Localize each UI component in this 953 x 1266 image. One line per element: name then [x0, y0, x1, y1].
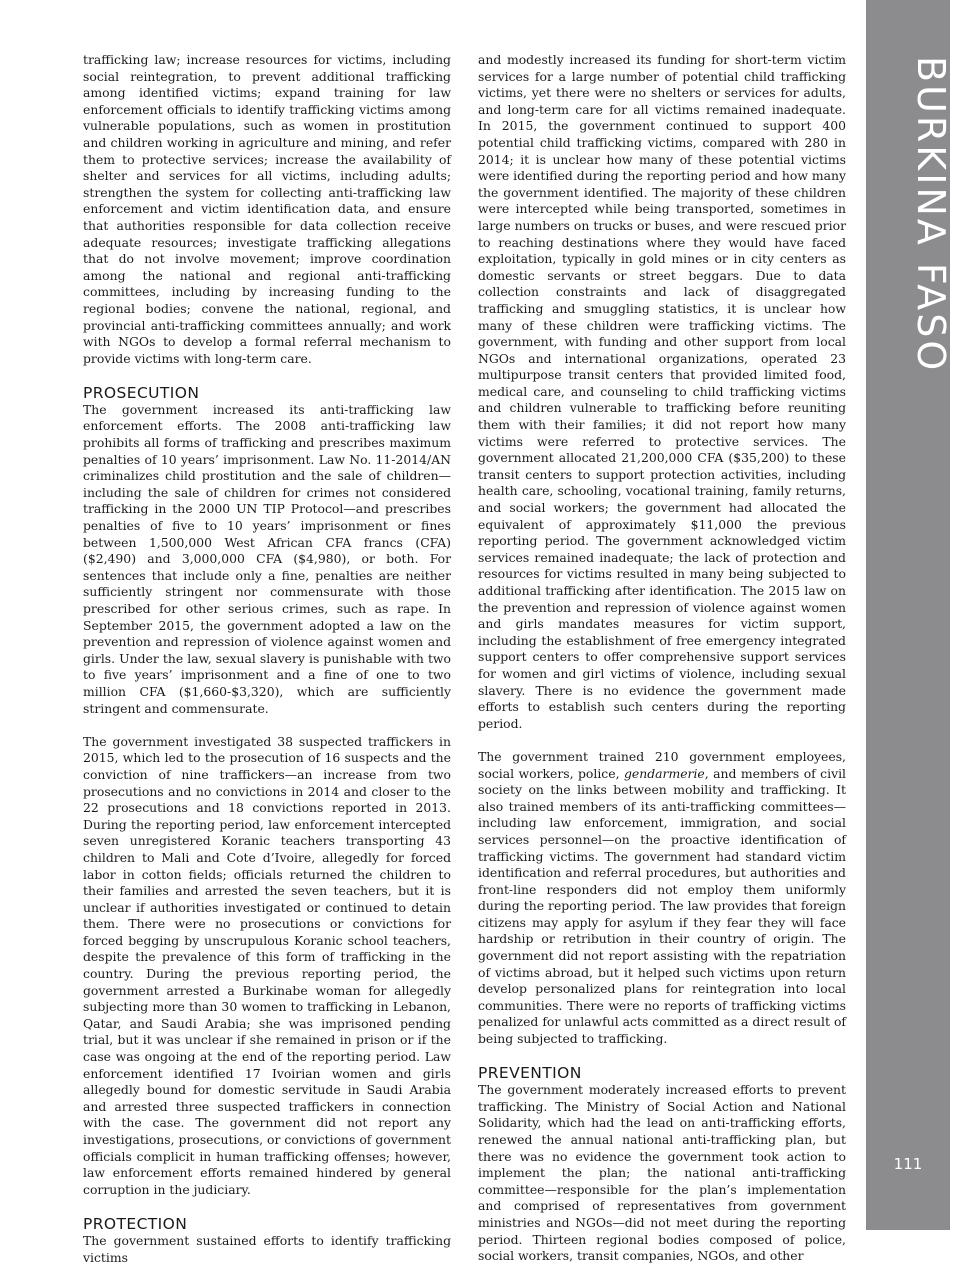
page-number: 111: [893, 1155, 923, 1173]
prevention-heading: PREVENTION: [478, 1064, 582, 1083]
protection-paragraph-1-continued: and modestly increased its funding for short-term victim services for a large number of potential child trafficking victims, yet there were no shelters or services for adults, and long-term care for all victims remained inadequate. In 2015, the government continued to support 400 potential child trafficking victims, compared with 280 in 2014; it is unclear how many of these potential victims were identified during the reporting period and how many the government identified. The majority of these children were intercepted while being transported, sometimes in large numbers on trucks or buses, and were rescued prior to reaching destinations where they would have faced exploitation, typically in gold mines or in city centers as domestic servants or street beggars. Due to data collection constraints and lack of disaggregated trafficking and smuggling statistics, it is unclear how many of these children were trafficking victims. The government, with funding and other support from local NGOs and international organizations, operated 23 multipurpose transit centers that provided limited food, medical care, and counseling to child trafficking victims and children vulnerable to trafficking before reuniting them with their families; it did not report how many victims were referred to protective services. The government allocated 21,200,000 CFA ($35,200) to these transit centers to support protection activities, including health care, schooling, vocational training, family returns, and social workers; the government had allocated the equivalent of approximately $11,000 the previous reporting period. The government acknowledged victim services remained inadequate; the lack of protection and resources for victims resulted in many being subjected to additional trafficking after identification. The 2015 law on the prevention and repression of violence against women and girls mandates measures for victim support, including the establishment of free emergency integrated support centers to offer comprehensive support services for women and girl victims of violence, including sexual slavery. There is no evidence the government made efforts to establish such centers during the reporting period.: [478, 52, 846, 731]
prosecution-paragraph-1: The government increased its anti-trafficking law enforcement efforts. The 2008 anti-trafficking law prohibits all forms of trafficking and prescribes maximum penalties of 10 years’ imprisonment. Law No. 11-2014/AN criminalizes child prostitution and the sale of children—including the sale of children for crimes not considered trafficking in the 2000 UN TIP Protocol—and prescribes penalties of five to 10 years’ imprisonment or fines between 1,500,000 West African CFA francs (CFA) ($2,490) and 3,000,000 CFA ($4,980), or both. For sentences that include only a fine, penalties are neither sufficiently stringent nor commensurate with those prescribed for other serious crimes, such as rape. In September 2015, the government adopted a law on the prevention and repression of violence against women and girls. Under the law, sexual slavery is punishable with two to five years’ imprisonment and a fine of one to two million CFA ($1,660-$3,320), which are sufficiently stringent and commensurate.: [83, 401, 451, 716]
protection-heading: PROTECTION: [83, 1214, 188, 1233]
gendarmerie-term: gendarmerie: [623, 765, 705, 781]
protection-p2-text-before: The government trained 210 government employees, social workers, police,: [478, 748, 846, 781]
prosecution-heading: PROSECUTION: [83, 383, 200, 402]
right-column: [478, 52, 846, 1265]
country-label: BURKINA FASO: [909, 56, 953, 374]
protection-p2-text-after: , and members of civil society on the links between mobility and trafficking. It also trained members of its anti-trafficking committees—including law enforcement, immigration, and social services personnel—on the proactive identification of trafficking victims. The government had standard victim identification and referral procedures, but authorities and front-line responders did not employ them uniformly during the reporting period. The law provides that foreign citizens may apply for asylum if they fear they will face hardship or retribution in their country of origin. The government did not report assisting with the repatriation of victims abroad, but it helped such victims upon return develop personalized plans for reintegration into local communities. There were no reports of trafficking victims penalized for unlawful acts committed as a direct result of being subjected to trafficking.: [478, 765, 847, 1047]
protection-paragraph-1: The government sustained efforts to identify trafficking victims: [83, 1232, 451, 1265]
prevention-paragraph-1: The government moderately increased efforts to prevent trafficking. The Ministry of Social Action and National Solidarity, which had the lead on anti-trafficking efforts, renewed the annual national anti-trafficking plan, but there was no evidence the government took action to implement the plan; the national anti-trafficking committee—responsible for the plan’s implementation and comprised of representatives from government ministries and NGOs—did not meet during the reporting period. Thirteen regional bodies composed of police, social workers, transit companies, NGOs, and other: [478, 1082, 846, 1264]
prosecution-paragraph-2: The government investigated 38 suspected traffickers in 2015, which led to the prosecution of 16 suspects and the conviction of nine traffickers—an increase from two prosecutions and no convictions in 2014 and closer to the 22 prosecutions and 18 convictions reported in 2013. During the reporting period, law enforcement intercepted seven unregistered Koranic teachers transporting 43 children to Mali and Cote d’Ivoire, allegedly for forced labor in cotton fields; officials returned the children to their families and arrested the seven teachers, but it is unclear if authorities investigated or continued to detain them. There were no prosecutions or convictions for forced begging by unscrupulous Koranic school teachers, despite the prevalence of this form of trafficking in the country. During the previous reporting period, the government arrested a Burkinabe woman for allegedly subjecting more than 30 women to trafficking in Lebanon, Qatar, and Saudi Arabia; she was imprisoned pending trial, but it was unclear if she remained in prison or if the case was ongoing at the end of the reporting period. Law enforcement identified 17 Ivoirian women and girls allegedly bound for domestic servitude in Saudi Arabia and arrested three suspected traffickers in connection with the case. The government did not report any investigations, prosecutions, or convictions of government officials complicit in human trafficking offenses; however, law enforcement efforts remained hindered by general corruption in the judiciary.: [83, 733, 451, 1197]
protection-paragraph-2: [478, 749, 846, 1048]
intro-paragraph: trafficking law; increase resources for victims, including social reintegration, to prevent additional trafficking among identified victims; expand training for law enforcement officials to identify trafficking victims among vulnerable populations, such as women in prostitution and children working in agriculture and mining, and refer them to protective services; increase the availability of shelter and services for all victims, including adults; strengthen the system for collecting anti-trafficking law enforcement and victim identification data, and ensure that authorities responsible for data collection receive adequate resources; investigate trafficking allegations that do not involve movement; improve coordination among the national and regional anti-trafficking committees, including by increasing funding to the regional bodies; convene the national, regional, and provincial anti-trafficking committees annually; and work with NGOs to develop a formal referral mechanism to provide victims with long-term care.: [83, 52, 451, 366]
country-sidebar: [866, 0, 953, 1230]
left-column: [83, 52, 451, 1266]
